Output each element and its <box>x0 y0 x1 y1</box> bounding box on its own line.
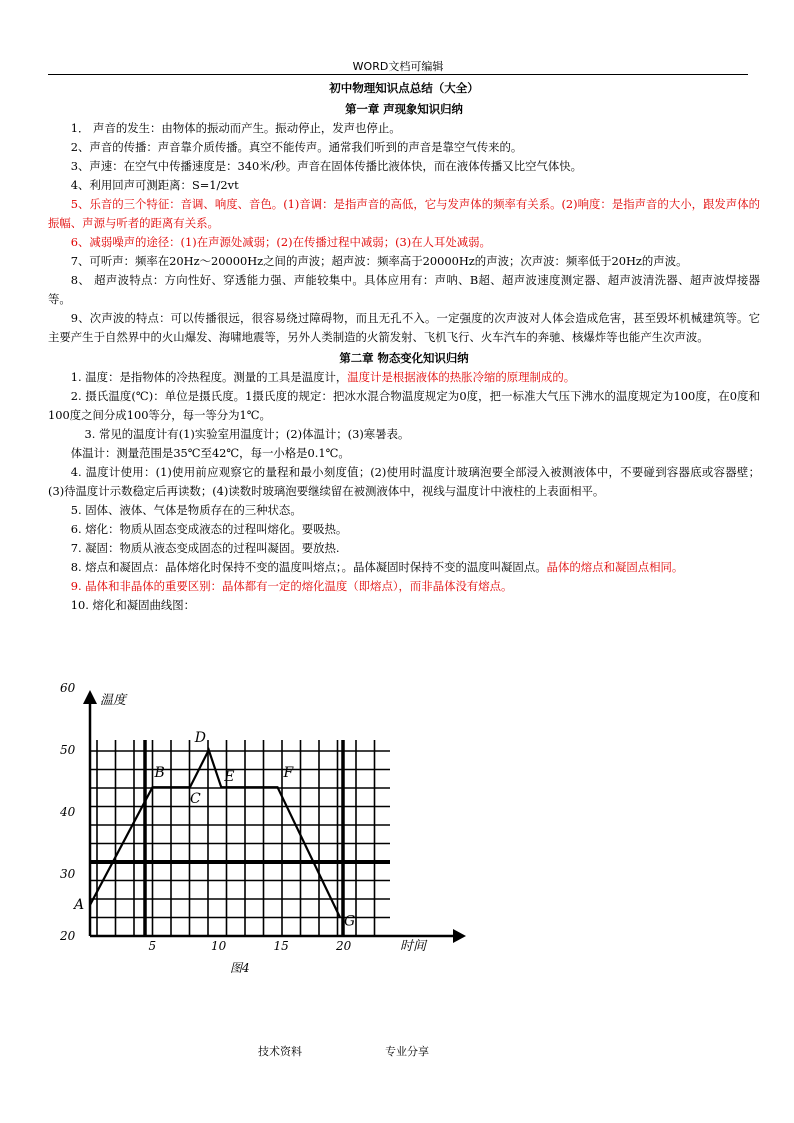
y-tick-label: 30 <box>60 867 76 881</box>
ch1-item-6: 6、减弱噪声的途径：(1)在声源处减弱；(2)在传播过程中减弱；(3)在人耳处减弱。 <box>70 235 491 249</box>
ch1-item-4: 4、利用回声可测距离：S=1/2vt <box>70 178 239 192</box>
melting-curve-chart <box>48 680 488 980</box>
ch1-item-2: 2、声音的传播：声音靠介质传播。真空不能传声。通常我们听到的声音是靠空气传来的。 <box>70 140 523 154</box>
y-axis-label: 温度 <box>100 693 127 708</box>
x-axis-arrow-icon <box>453 929 466 943</box>
x-tick-label: 5 <box>148 939 157 953</box>
ch2-item-8-text: 8. 熔点和凝固点：晶体熔化时保持不变的温度叫熔点；。晶体凝固时保持不变的温度叫凝固点。 <box>70 560 547 574</box>
ch1-item-7: 7、可听声：频率在20Hz～20000Hz之间的声波；超声波：频率高于20000Hz的声波；次声波：频率低于20Hz的声波。 <box>70 254 688 268</box>
ch1-item-3: 3、声速：在空气中传播速度是：340米/秒。声音在固体传播比液体快，而在液体传播又比空气体快。 <box>70 159 583 173</box>
point-label-e: E <box>224 769 235 786</box>
ch2-item-5: 5. 固体、液体、气体是物质存在的三种状态。 <box>70 503 302 517</box>
ch1-item-1: 1． 声音的发生：由物体的振动而产生。振动停止，发声也停止。 <box>70 121 401 135</box>
x-axis-label: 时间 <box>400 939 427 954</box>
ch2-item-3b: 体温计：测量范围是35℃至42℃，每一小格是0.1℃。 <box>70 446 350 460</box>
point-label-f: F <box>283 765 294 782</box>
ch2-item-8 <box>48 558 760 577</box>
ch1-item-9: 9、次声波的特点：可以传播很远，很容易绕过障碍物，而且无孔不入。一定强度的次声波对人体会造成危害，甚至毁坏机械建筑等。它主要产生于自然界中的火山爆发、海啸地震等，另外人类制造的火箭发射、飞机飞行、火车汽车的奔驰、核爆炸等也能产生次声波。 <box>48 311 760 344</box>
y-tick-label: 60 <box>60 681 76 695</box>
y-tick-label: 50 <box>60 743 76 757</box>
point-label-a: A <box>74 897 85 913</box>
ch2-item-1-text: 1. 温度：是指物体的冷热程度。测量的工具是温度计， <box>70 370 348 384</box>
point-label-d: D <box>194 730 206 746</box>
x-tick-label: 15 <box>273 939 289 953</box>
point-label-b: B <box>154 765 165 782</box>
ch1-item-5: 5、乐音的三个特征：音调、响度、音色。(1)音调：是指声音的高低，它与发声体的频率有关系。(2)响度：是指声音的大小，跟发声体的振幅、声源与听者的距离有关系。 <box>48 197 760 230</box>
melting-curve-line <box>90 750 340 917</box>
ch2-item-3: 3. 常见的温度计有(1)实验室用温度计；(2)体温计；(3)寒暑表。 <box>84 427 410 441</box>
ch2-item-8-red: 晶体的熔点和凝固点相同。 <box>546 560 684 574</box>
ch2-item-6: 6. 熔化：物质从固态变成液态的过程叫熔化。要吸热。 <box>70 522 348 536</box>
ch2-item-4: 4. 温度计使用：(1)使用前应观察它的量程和最小刻度值；(2)使用时温度计玻璃泡要全部浸入被测液体中，不要碰到容器底或容器壁；(3)待温度计示数稳定后再读数；(4)读数时玻璃泡要继续留在被测液体中，视线与温度计中液柱的上表面相平。 <box>48 465 760 498</box>
chapter2-heading: 第二章 物态变化知识归纳 <box>339 351 469 365</box>
y-axis-arrow-icon <box>83 690 97 704</box>
document-body <box>48 79 760 615</box>
ch2-item-9: 9. 晶体和非晶体的重要区别：晶体都有一定的熔化温度（即熔点），而非晶体没有熔点。 <box>70 579 513 593</box>
y-tick-label: 40 <box>60 805 76 819</box>
ch2-item-7: 7. 凝固：物质从液态变成固态的过程叫凝固。要放热. <box>70 541 340 555</box>
footer-left: 技术资料 <box>258 1045 302 1058</box>
ch2-item-10: 10. 熔化和凝固曲线图： <box>70 598 196 612</box>
ch2-item-2: 2. 摄氏温度(℃)：单位是摄氏度。1摄氏度的规定：把冰水混合物温度规定为0度，把一标准大气压下沸水的温度规定为100度，在0度和100度之间分成100等分，每一等分为1℃。 <box>48 389 760 422</box>
ch1-item-8: 8、 超声波特点：方向性好、穿透能力强、声能较集中。具体应用有：声呐、B超、超声波速度测定器、超声波清洗器、超声波焊接器等。 <box>48 273 760 306</box>
ch2-item-1 <box>48 368 760 387</box>
melting-curve-figure <box>48 680 488 980</box>
header-rule <box>48 74 748 75</box>
point-label-c: C <box>190 791 201 808</box>
x-tick-label: 10 <box>211 939 227 953</box>
chart-caption: 图4 <box>230 961 250 975</box>
y-tick-label: 20 <box>60 929 76 943</box>
chapter1-heading: 第一章 声现象知识归纳 <box>345 102 463 116</box>
ch2-item-1-red: 温度计是根据液体的热胀冷缩的原理制成的。 <box>347 370 576 384</box>
x-tick-label: 20 <box>336 939 352 953</box>
document-title: 初中物理知识点总结（大全） <box>329 81 479 95</box>
point-label-g: G <box>344 913 356 930</box>
footer-right: 专业分享 <box>385 1045 429 1058</box>
page-header: WORD文档可编辑 <box>352 60 444 73</box>
